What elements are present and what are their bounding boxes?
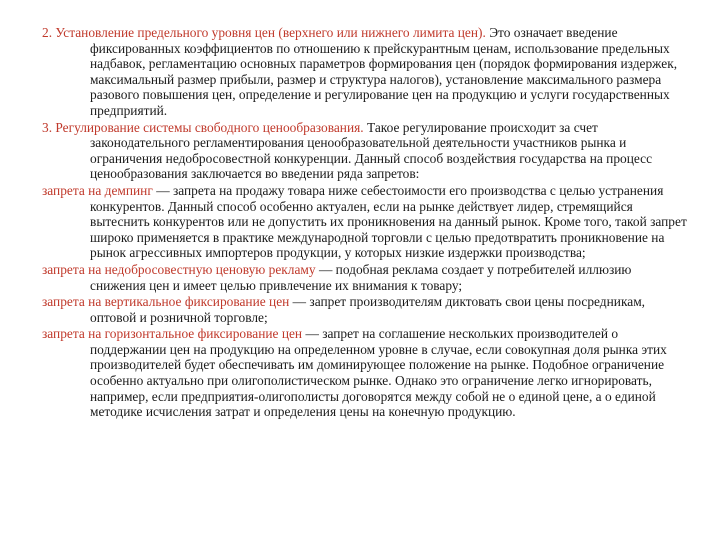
paragraph-lead: запрета на демпинг bbox=[42, 182, 153, 198]
paragraph-text: Такое регулирование происходит за счет законодательного регламентирования ценообразовательной деятельности участников рынка и ограничения недобросовестной конкуренции. Данный способ воздействия государства на процесс ценообразования заключается во введении ряда запретов: bbox=[90, 119, 653, 182]
paragraph-text: — запрет производителям диктовать свои цены посредникам, оптовой и розничной торговле; bbox=[90, 294, 646, 325]
paragraph-lead: запрета на недобросовестную ценовую рекламу bbox=[42, 261, 316, 277]
paragraph-lead: 3. Регулирование системы свободного ценообразования. bbox=[42, 119, 364, 135]
paragraph-text: — запрет на соглашение нескольких производителей о поддержании цен на продукцию на определенном уровне в случае, если совокупная доля рынка этих производителей будет обеспечивать им доминирующее положение на рынке. Подобное ограничение особенно актуально при олигополистическом рынке. Однако это ограничение легко игнорировать, например, если предприятия-олигополисты договорятся между собой не о единой цене, а о единой методике исчисления затрат и определения цены на конечную продукцию. bbox=[90, 326, 667, 420]
paragraph-free-pricing bbox=[42, 120, 690, 182]
paragraph-horizontal-fixing-ban bbox=[42, 326, 690, 420]
paragraph-lead: запрета на горизонтальное фиксирование цен bbox=[42, 326, 303, 342]
paragraph-text: — запрета на продажу товара ниже себестоимости его производства с целью устранения конкурентов. Данный способ особенно актуален, если на рынке действует лидер, стремящийся вытеснить конкурентов или не допустить их проникновения на данный рынок. Кроме того, такой запрет широко применяется в практике международной торговли с целью предотвратить проникновение на рынок агрессивных импортеров продукции, у которых низкие издержки производства; bbox=[90, 182, 687, 261]
paragraph-vertical-fixing-ban bbox=[42, 294, 690, 325]
paragraph-text: — подобная реклама создает у потребителей иллюзию снижения цен и имеет целью привлечение их внимания к товару; bbox=[90, 261, 632, 293]
paragraph-dumping-ban bbox=[42, 183, 690, 261]
paragraph-lead: запрета на вертикальное фиксирование цен bbox=[42, 294, 290, 310]
paragraph-advertising-ban bbox=[42, 262, 690, 293]
paragraph-text: Это означает введение фиксированных коэффициентов по отношению к прейскурантным ценам, использование предельных надбавок, регламентацию основных параметров формирования цен (порядок формирования издержек, максимальный размер прибыли, размер и структура налогов), установление максимального размера разового повышения цен, определение и регулирование цен на продукцию и услуги государственных предприятий. bbox=[90, 25, 678, 118]
paragraph-lead: 2. Установление предельного уровня цен (верхнего или нижнего лимита цен). bbox=[42, 25, 486, 40]
paragraph-price-limit bbox=[42, 25, 690, 119]
